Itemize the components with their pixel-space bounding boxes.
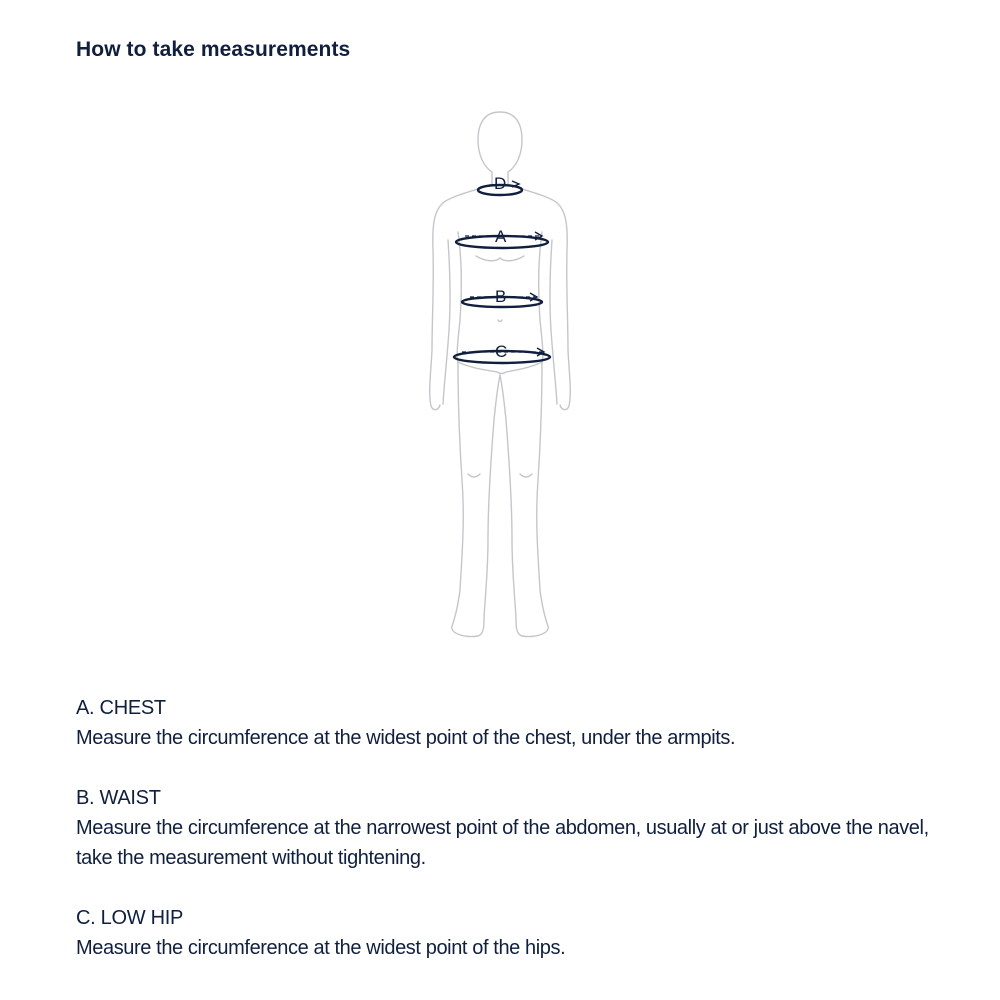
human-body-icon [380,100,620,650]
marker-label-d: D [494,174,507,193]
instruction-heading: B. WAIST [76,787,161,809]
instruction-text: Measure the circumference at the widest point of the hips. [76,937,566,959]
page-title: How to take measurements [76,38,351,61]
measurement-instructions [76,693,936,993]
waist-measure-marker [462,287,542,307]
marker-label-a: A [495,227,507,246]
instruction-low-hip [76,903,936,963]
instruction-text: Measure the circumference at the widest point of the chest, under the armpits. [76,727,736,749]
marker-label-c: C [495,342,508,361]
instruction-waist [76,783,936,873]
instruction-heading: A. CHEST [76,697,166,719]
marker-label-b: B [495,287,507,306]
hip-measure-marker [454,342,550,363]
instruction-text: Measure the circumference at the narrowest point of the abdomen, usually at or just above the navel, take the measurement without tightening. [76,817,929,869]
neck-measure-marker [478,174,522,195]
body-measurement-figure [380,100,620,650]
chest-measure-marker [456,227,548,248]
instruction-chest [76,693,936,753]
instruction-heading: C. LOW HIP [76,907,184,929]
